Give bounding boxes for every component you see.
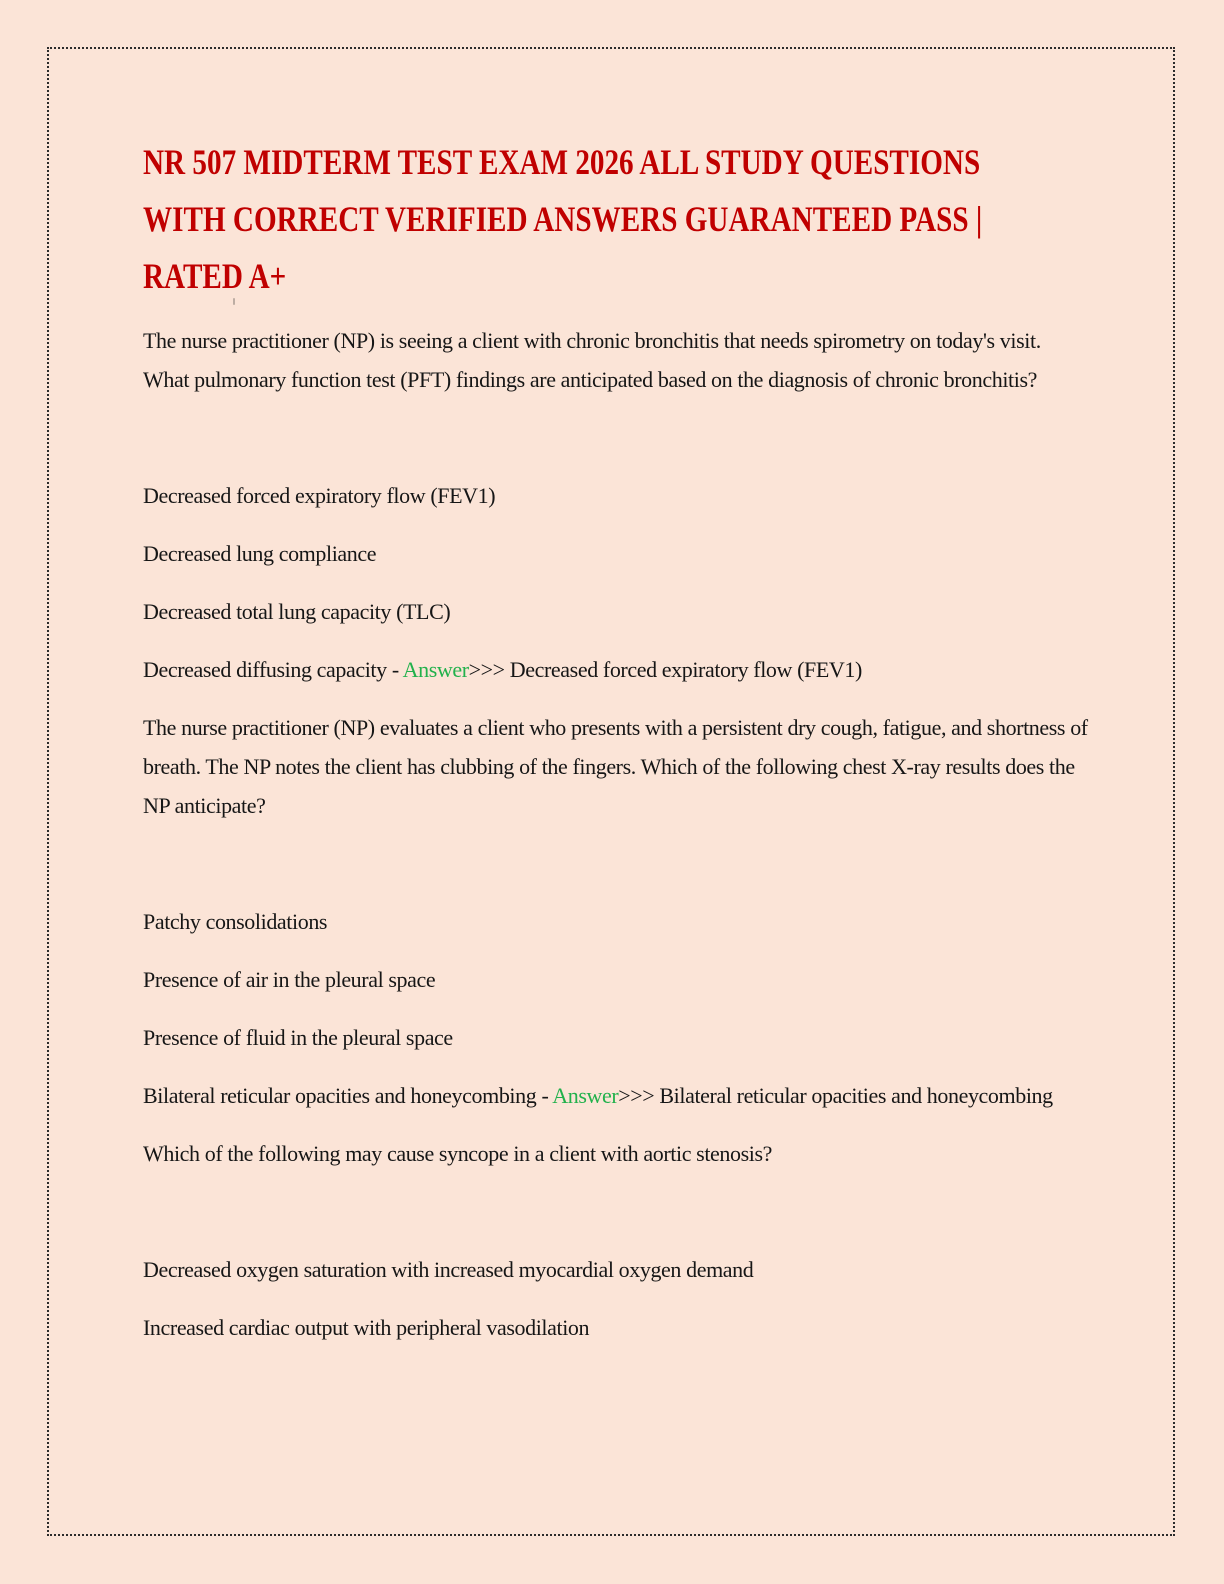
question-text: The nurse practitioner (NP) is seeing a client with chronic bronchitis that needs spirometry on today's visit. What pulmonary function test (PFT) findings are anticipated based on the diagnosis of chronic bronchitis? xyxy=(143,328,1041,392)
question-text: The nurse practitioner (NP) evaluates a client who presents with a persistent dry cough, fatigue, and shortness of breath. The NP notes the client has clubbing of the fingers. Which of the following chest X-ray results does the NP anticipate? xyxy=(143,715,1088,818)
page-title xyxy=(143,134,1088,305)
answer-suffix: >>> Bilateral reticular opacities and honeycombing xyxy=(618,1083,1053,1108)
document-content xyxy=(143,134,1088,1366)
option-text: Decreased oxygen saturation with increased myocardial oxygen demand xyxy=(143,1257,754,1282)
option-text: Decreased forced expiratory flow (FEV1) xyxy=(143,483,496,508)
title-line-1: NR 507 MIDTERM TEST EXAM 2026 ALL STUDY QUESTIONS xyxy=(143,142,981,182)
answer-suffix: >>> Decreased forced expiratory flow (FEV1) xyxy=(468,657,862,682)
option-text: Increased cardiac output with peripheral vasodilation xyxy=(143,1315,590,1340)
option-text: Presence of fluid in the pleural space xyxy=(143,1025,453,1050)
blank-line xyxy=(143,1192,1088,1250)
option-text: Decreased total lung capacity (TLC) xyxy=(143,599,451,624)
answer-prefix: Decreased diffusing capacity - xyxy=(143,657,403,682)
question-text: Which of the following may cause syncope in a client with aortic stenosis? xyxy=(143,1141,772,1166)
answer-label: Answer xyxy=(552,1083,619,1108)
answer-label: Answer xyxy=(402,657,469,682)
option-text: Patchy consolidations xyxy=(143,909,328,934)
option-text: Decreased lung compliance xyxy=(143,541,377,566)
title-line-2: WITH CORRECT VERIFIED ANSWERS GUARANTEED PASS | xyxy=(143,199,983,239)
title-line-3: RATED A+ xyxy=(143,256,287,296)
answer-prefix: Bilateral reticular opacities and honeycombing - xyxy=(143,1083,553,1108)
blank-line xyxy=(143,418,1088,476)
blank-line xyxy=(143,844,1088,902)
answer-line xyxy=(143,650,1088,689)
answer-line xyxy=(143,1076,1088,1115)
option-text: Presence of air in the pleural space xyxy=(143,967,436,992)
